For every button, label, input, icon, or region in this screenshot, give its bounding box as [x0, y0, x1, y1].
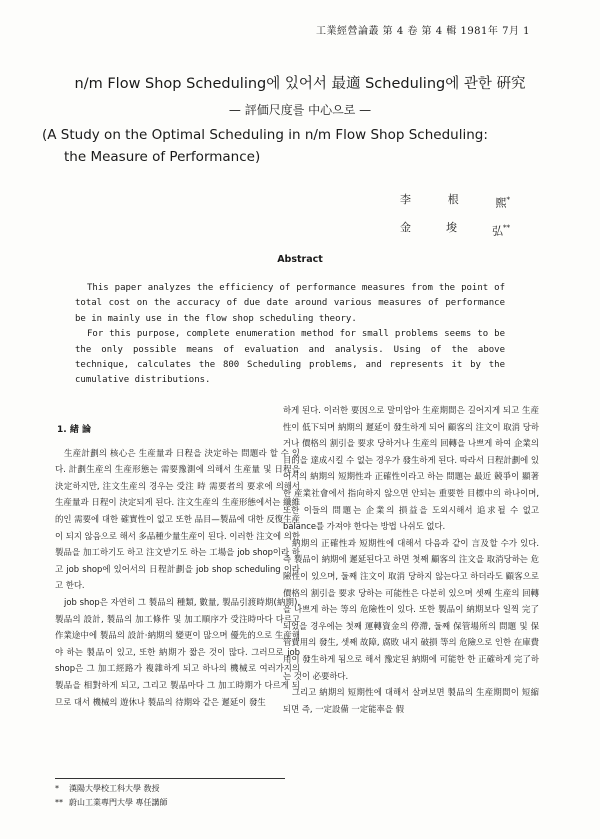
subtitle-korean: — 評価尺度를 中心으로 —	[228, 103, 372, 117]
abstract-paragraph-1: This paper analyzes the efficiency of performance measures from the point of total cost on the accuracy of due date around various measures of performance be in mainly use in the flow shop scheduling theory.	[75, 283, 505, 324]
footnote-2: ** 蔚山工業專門大學 專任講師	[55, 798, 168, 807]
running-header: 工業經營論叢 第 4 卷 第 4 輯 1981年 7月 1	[315, 26, 530, 37]
title-korean: n/m Flow Shop Scheduling에 있어서 最適 Scheduling에 관한 硏究	[74, 76, 526, 92]
right-paragraph-1: 하게 된다. 이러한 要因으로 말미암아 生産期間은 길어지게 되고 生産性이 低下되며 納期의 遲延이 發生하게 되어 顧客의 注文이 取消 당하거나 價格의 割引을 要求 당하거나 生産의 回轉을 나쁘게 하여 企業의 目的을 達成시킬 수 없는 경우가 發生하게 된다. 따라서 日程計劃에 있어서의 納期의 短期性과 正確性이라고 하는 問題는 最近 競爭이 顯著한 産業社會에서 指向하지 않으면 안되는 重要한 目標中의 하나이며, 또한 이들의 問題는 企業의 損益을 도외시해서 追求될 수 없고 balance를 가져야 한다는 방법 나쉬도 없다.	[283, 405, 539, 532]
title-block	[0, 72, 600, 118]
left-paragraph-2: job shop은 자연히 그 製品의 種類, 數量, 製品引渡時期(納期), 製品의 設計, 製品의 加工條件 및 加工順序가 受注時마다 다르고 作業途中에 製品의 設計·納期의 變更이 많으며 優先的으로 生産해야 하는 製品이 있고, 또한 納期가 짧은 것이 많다. 그러므로 job shop은 그 加工經路가 複雜하게 되고 하나의 機械로 여러가지의 製品을 相對하게 되고, 그리고 製品마다 그 加工時期가 다르게 되므로 대서 機械의 遊休나 製品의 待期와 같은 遲延이 發生	[55, 596, 300, 707]
abstract-heading: Abstract	[277, 254, 323, 265]
author-list	[400, 188, 510, 243]
title-english-line-2: the Measure of Performance)	[64, 149, 261, 165]
left-column	[55, 422, 300, 710]
right-paragraph-3: 그리고 納期의 短期性에 대해서 살펴보면 製品의 生産期間이 短縮되면 즉, 一定設備 一定能率을 假	[283, 687, 539, 714]
section-title: 1. 緖 論	[57, 425, 91, 435]
author-2-footnote-mark: **	[503, 223, 510, 232]
author-1: 李 根 熙*	[400, 193, 510, 210]
abstract-body	[75, 281, 505, 389]
title-english	[42, 124, 582, 168]
abstract-paragraph-2: For this purpose, complete enumeration method for small problems seems to be the only possible means of evaluation and analysis. Using of the above technique, calculates the 800 Scheduling problems, and represents it by the cumulative distributions.	[75, 329, 505, 386]
left-paragraph-1: 生産計劃의 核心은 生産量과 日程을 決定하는 問題라 할 수 있다. 計劃生産의 生産形態는 需要豫測에 의해서 生産量 및 日程을 決定하지만, 注文生産의 경우는 受注 時 需要者의 要求에 의해서 生産量과 日程이 決定되게 된다. 注文生産의 生産形態에서는 纖維的인 需要에 대한 確實性이 없고 또한 品目—製品에 대한 反復生産이 되지 않음으로 해서 多品種少量生産이 된다. 이러한 注文에 의한 製品을 加工하기도 하고 注文받기도 하는 工場을 job shop이라 하고 job shop에 있어서의 日程計劃을 job shop scheduling 이라고 한다.	[55, 447, 300, 591]
footnotes	[55, 778, 285, 810]
title-english-line-1: (A Study on the Optimal Scheduling in n/m Flow Shop Scheduling:	[42, 127, 488, 143]
author-1-footnote-mark: *	[506, 196, 510, 204]
author-2: 金 埈 弘**	[400, 220, 510, 238]
right-column	[283, 402, 539, 717]
footnote-1: * 漢陽大學校工科大學 敎授	[55, 784, 160, 793]
right-paragraph-2: 納期의 正確性과 短期性에 대해서 다음과 같이 言及할 수가 있다. 즉 製品이 納期에 遲延된다고 하면 첫째 顧客의 注文을 取消당하는 危險性이 있으며, 둘째 注文이 取消 당하지 않는다고 하더라도 顧客으로 價格의 割引을 要求 당하는 可能性은 다분히 있으며 셋째 生産의 回轉을 나쁘게 하는 等의 危險性이 있다. 또한 製品이 納期보다 일찍 完了되었을 경우에는 첫째 運轉資金의 停滯, 둘째 保管場所의 問題 및 保管費用의 發生, 셋째 故障, 腐敗 내지 破損 等의 危險으로 인한 在庫費用이 發生하게 됨으로 해서 豫定된 納期에 可能한 한 正確하게 完了하는 것이 必要하다.	[283, 537, 539, 681]
